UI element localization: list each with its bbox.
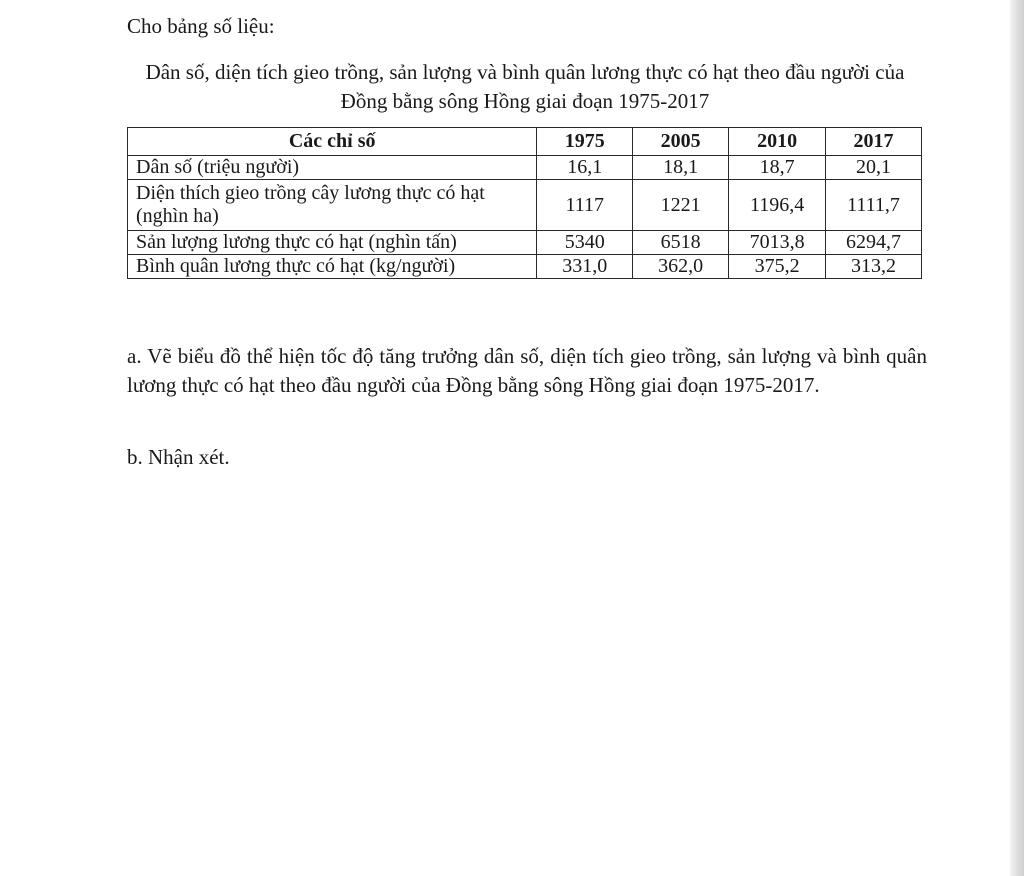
row-label: Sản lượng lương thực có hạt (nghìn tấn) (128, 231, 537, 255)
table-row (128, 180, 922, 231)
table-cell: 313,2 (826, 255, 922, 279)
table-cell: 6518 (633, 231, 729, 255)
row-label: Diện thích gieo trồng cây lương thực có hạt (nghìn ha) (128, 180, 537, 231)
table-cell: 1221 (633, 180, 729, 231)
table-row (128, 156, 922, 180)
table-title: Dân số, diện tích gieo trồng, sản lượng và bình quân lương thực có hạt theo đầu người của Đồng bằng sông Hồng giai đoạn 1975-2017 (145, 60, 905, 113)
header-indicator: Các chỉ số (128, 128, 537, 156)
table-header-row (128, 128, 922, 156)
table-row (128, 255, 922, 279)
intro-text: Cho bảng số liệu: (127, 14, 275, 38)
table-cell: 16,1 (537, 156, 633, 180)
table-cell: 375,2 (729, 255, 826, 279)
row-label: Dân số (triệu người) (128, 156, 537, 180)
table-cell: 18,1 (633, 156, 729, 180)
table-cell: 18,7 (729, 156, 826, 180)
header-year-2005: 2005 (633, 128, 729, 156)
table-cell: 331,0 (537, 255, 633, 279)
table-cell: 362,0 (633, 255, 729, 279)
table-cell: 5340 (537, 231, 633, 255)
table-cell: 1117 (537, 180, 633, 231)
table-row (128, 231, 922, 255)
header-year-2010: 2010 (729, 128, 826, 156)
table-cell: 1111,7 (826, 180, 922, 231)
data-table (127, 127, 922, 279)
table-cell: 1196,4 (729, 180, 826, 231)
header-year-2017: 2017 (826, 128, 922, 156)
page-edge-shadow (1010, 0, 1024, 876)
header-year-1975: 1975 (537, 128, 633, 156)
question-a: a. Vẽ biểu đồ thể hiện tốc độ tăng trưởng dân số, diện tích gieo trồng, sản lượng và bình quân lương thực có hạt theo đầu người của Đồng bằng sông Hồng giai đoạn 1975-2017. (127, 344, 927, 397)
question-b: b. Nhận xét. (127, 445, 230, 469)
table-cell: 20,1 (826, 156, 922, 180)
table-cell: 7013,8 (729, 231, 826, 255)
table-cell: 6294,7 (826, 231, 922, 255)
row-label: Bình quân lương thực có hạt (kg/người) (128, 255, 537, 279)
